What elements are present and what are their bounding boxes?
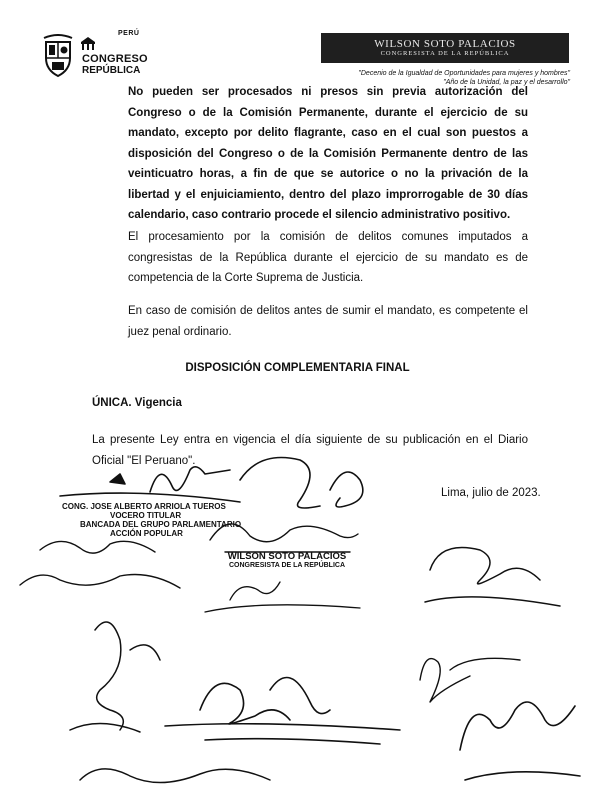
section-title: ÚNICA. Vigencia <box>92 397 182 409</box>
signature-aragon <box>460 702 580 780</box>
signature-vergara <box>425 548 560 607</box>
republica-wordmark: REPÚBLICA <box>82 65 141 76</box>
paragraph-prosecution: El procesamiento por la comisión de delitos comunes imputados a congresistas de la República durante el ejercicio de su mandato es de competencia de la Corte Suprema de Justicia. <box>128 231 528 284</box>
peru-coat-of-arms-icon <box>42 34 74 78</box>
paragraph-prior-offenses: En caso de comisión de delitos antes de sumir el mandato, es competente el juez penal ordinario. <box>128 305 528 338</box>
signer2-caption <box>222 552 352 570</box>
signer1-name: CONG. JOSE ALBERTO ARRIOLA TUEROS <box>62 502 226 511</box>
signer1-role: VOCERO TITULAR <box>110 511 182 520</box>
office-subtitle: CONGRESISTA DE LA REPÚBLICA <box>380 50 510 57</box>
signer2-name: WILSON SOTO PALACIOS <box>227 551 347 562</box>
decenio-line-1: "Decenio de la Igualdad de Oportunidades para mujeres y hombres" <box>358 70 570 77</box>
peru-label: PERÚ <box>118 30 140 37</box>
section-heading: DISPOSICIÓN COMPLEMENTARIA FINAL <box>185 362 410 374</box>
signer1-group: BANCADA DEL GRUPO PARLAMENTARIO <box>80 520 242 529</box>
signatures-area <box>0 440 595 806</box>
paragraph-vigencia: La presente Ley entra en vigencia el día siguiente de su publicación en el Diario Oficial "El Peruano". <box>92 434 528 467</box>
signature-espinoza <box>20 541 180 588</box>
signer1-party: ACCIÓN POPULAR <box>110 529 183 538</box>
signature-flores-ancachi <box>165 678 400 745</box>
decenio-line-2: "Año de la Unidad, la paz y el desarrollo" <box>443 79 570 86</box>
office-name: WILSON SOTO PALACIOS <box>374 38 516 50</box>
signature-alva-rojas <box>205 582 360 612</box>
place-date: Lima, julio de 2023. <box>441 487 541 499</box>
signature-left-stack <box>70 622 270 783</box>
signer1-caption <box>62 502 241 538</box>
congreso-wordmark: CONGRESO <box>82 53 148 65</box>
paragraph-immunity: No pueden ser procesados ni presos sin previa autorización del Congreso o de la Comisión Permanente, durante el ejercicio de su mandato, excepto por delito flagrante, caso en el cual son puestos a disposición del Congreso o de la Comisión Permanente dentro de las veinticuatro horas, a fin de que se autorice o no la privación de la libertad y el enjuiciamiento, dentro del plazo improrrogable de 30 días calendario, caso contrario procede el silencio administrativo positivo. <box>128 86 528 221</box>
office-banner <box>321 33 569 63</box>
signature-arriola <box>60 458 363 509</box>
signer2-role: CONGRESISTA DE LA REPÚBLICA <box>228 562 346 569</box>
signature-mori <box>420 658 520 702</box>
congress-logo-icon <box>80 36 96 52</box>
